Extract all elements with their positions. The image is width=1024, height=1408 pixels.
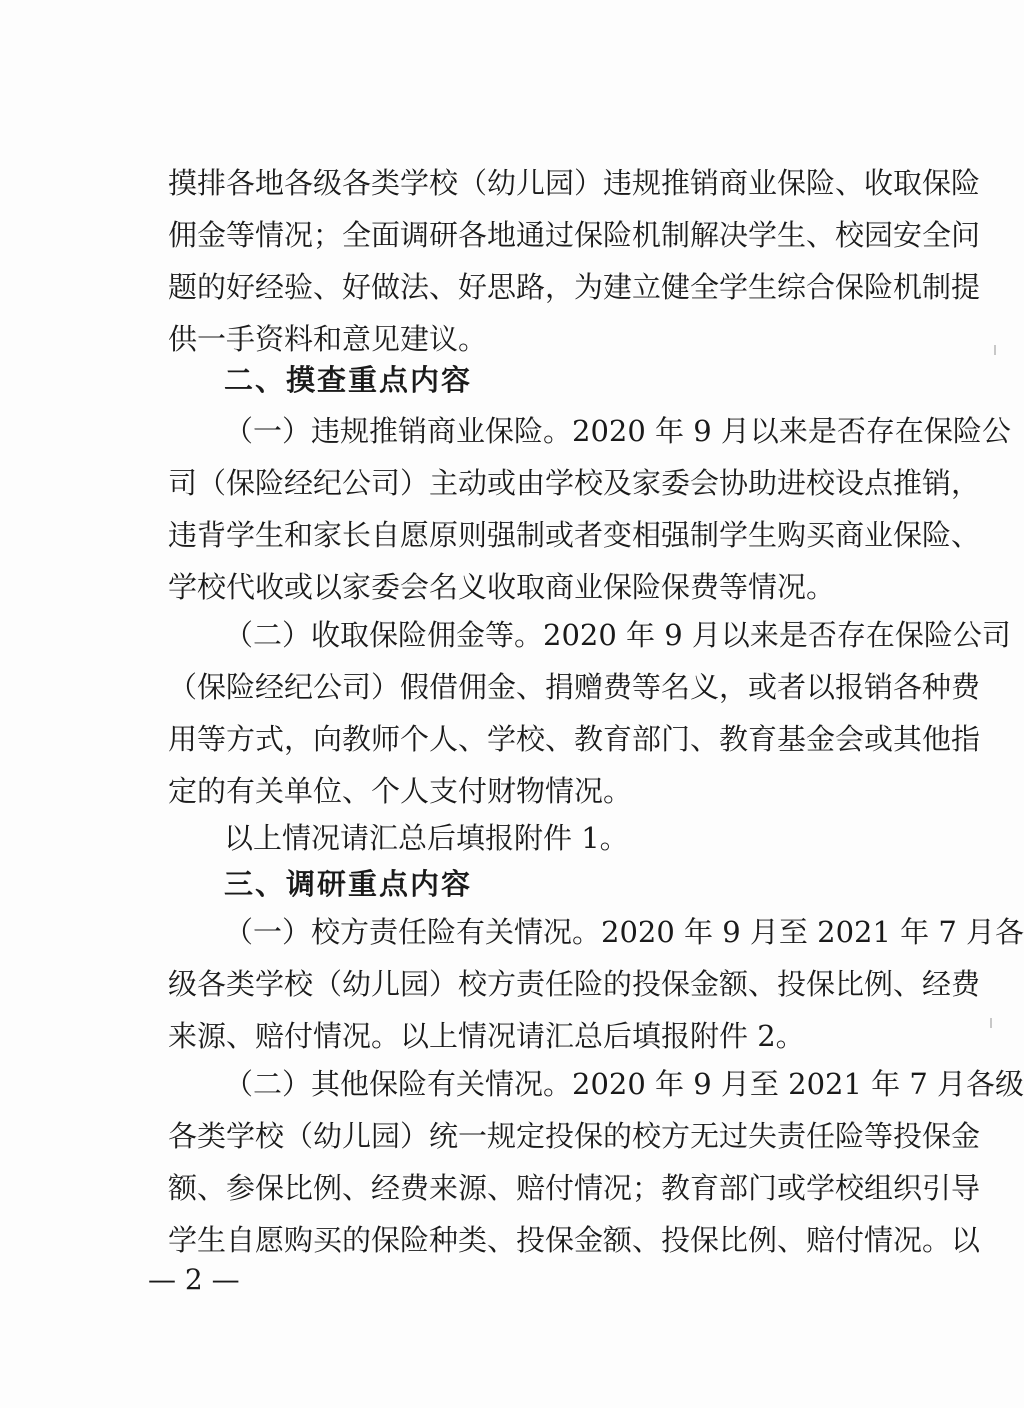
scan-speck (990, 1018, 992, 1028)
section-heading: 二、摸查重点内容 (224, 363, 473, 397)
paragraph-line: 违背学生和家长自愿原则强制或者变相强制学生购买商业保险、 (168, 518, 981, 552)
paragraph-line: 学校代收或以家委会名义收取商业保险保费等情况。 (168, 570, 836, 604)
paragraph-line: 佣金等情况；全面调研各地通过保险机制解决学生、校园安全问 (168, 218, 981, 252)
paragraph-line: （二）其他保险有关情况。2020 年 9 月至 2021 年 7 月各级 (224, 1067, 1024, 1101)
paragraph-line: 用等方式，向教师个人、学校、教育部门、教育基金会或其他指 (168, 722, 981, 756)
paragraph-line: 司（保险经纪公司）主动或由学校及家委会协助进校设点推销， (168, 466, 981, 500)
paragraph-line: 题的好经验、好做法、好思路，为建立健全学生综合保险机制提 (168, 270, 981, 304)
paragraph-line: 学生自愿购买的保险种类、投保金额、投保比例、赔付情况。以 (168, 1223, 981, 1257)
section-heading: 三、调研重点内容 (224, 867, 473, 901)
paragraph-line: （二）收取保险佣金等。2020 年 9 月以来是否存在保险公司 (224, 618, 1011, 652)
paragraph-line: （一）校方责任险有关情况。2020 年 9 月至 2021 年 7 月各 (224, 915, 1024, 949)
paragraph-line: 各类学校（幼儿园）统一规定投保的校方无过失责任险等投保金 (168, 1119, 981, 1153)
paragraph-line: （保险经纪公司）假借佣金、捐赠费等名义，或者以报销各种费 (168, 670, 981, 704)
paragraph-line: 摸排各地各级各类学校（幼儿园）违规推销商业保险、收取保险 (168, 166, 981, 200)
paragraph-line: 定的有关单位、个人支付财物情况。 (168, 774, 633, 808)
page-number: — 2 — (148, 1263, 240, 1296)
paragraph-line: 级各类学校（幼儿园）校方责任险的投保金额、投保比例、经费 (168, 967, 981, 1001)
paragraph-line: 额、参保比例、经费来源、赔付情况；教育部门或学校组织引导 (168, 1171, 981, 1205)
paragraph-line: 供一手资料和意见建议。 (168, 322, 488, 356)
paragraph-line: 来源、赔付情况。以上情况请汇总后填报附件 2。 (168, 1019, 805, 1053)
paragraph-line: 以上情况请汇总后填报附件 1。 (224, 821, 629, 855)
paragraph-line: （一）违规推销商业保险。2020 年 9 月以来是否存在保险公 (224, 414, 1011, 448)
scan-speck (994, 345, 996, 355)
